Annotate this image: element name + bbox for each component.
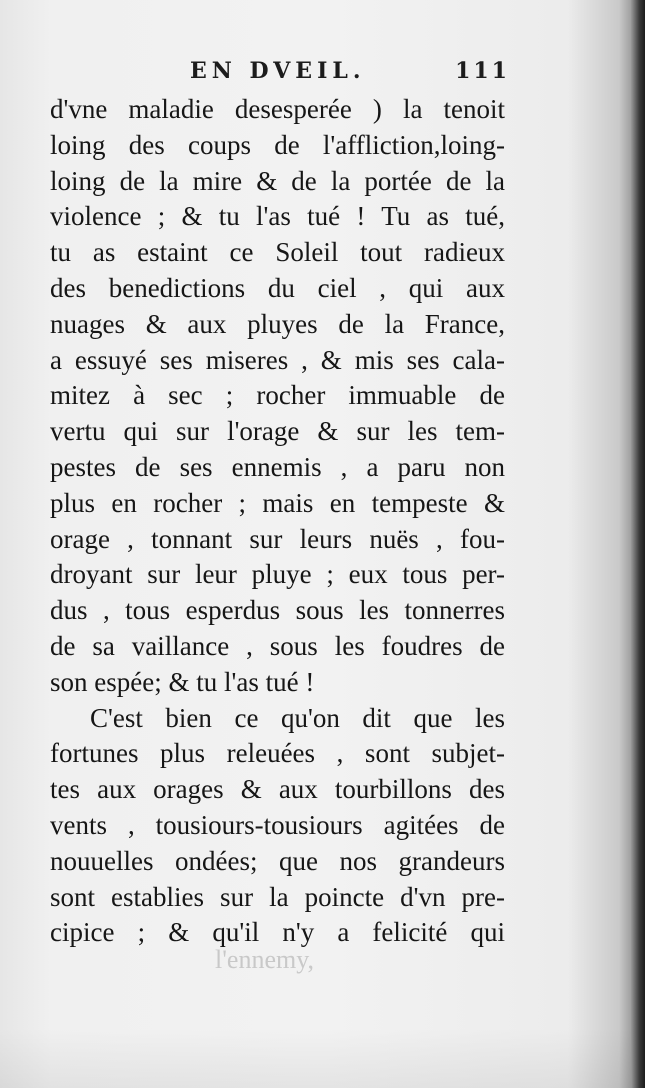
text-line: nuages & aux pluyes de la France, bbox=[50, 308, 505, 339]
body-text bbox=[50, 92, 505, 951]
text-line: droyant sur leur pluye ; eux tous per- bbox=[50, 559, 505, 590]
paragraph-end-line: son espée; & tu l'as tué ! bbox=[50, 666, 315, 697]
page-gutter-edge bbox=[631, 0, 645, 1088]
paragraph-start-line: C'est bien ce qu'on dit que les bbox=[90, 702, 505, 733]
text-line: vertu qui sur l'orage & sur les tem- bbox=[50, 416, 505, 447]
text-line: pestes de ses ennemis , a paru non bbox=[50, 451, 505, 482]
catchword-bleedthrough: l'ennemy, bbox=[215, 945, 315, 974]
text-line: nouuelles ondées; que nos grandeurs bbox=[50, 845, 505, 876]
text-line: cipice ; & qu'il n'y a felicité qui bbox=[50, 917, 505, 948]
text-line: de sa vaillance , sous les foudres de bbox=[50, 630, 505, 661]
text-line: violence ; & tu l'as tué ! Tu as tué, bbox=[50, 201, 505, 232]
page-shadow bbox=[0, 1028, 645, 1088]
text-line: tu as estaint ce Soleil tout radieux bbox=[50, 237, 505, 268]
text-line: des benedictions du ciel , qui aux bbox=[50, 272, 505, 303]
text-line: sont establies sur la poincte d'vn pre- bbox=[50, 881, 505, 912]
text-line: loing des coups de l'affliction,loing- bbox=[50, 129, 505, 160]
text-line: fortunes plus releuées , sont subjet- bbox=[50, 738, 505, 769]
text-line: orage , tonnant sur leurs nuës , fou- bbox=[50, 523, 505, 554]
text-line: a essuyé ses miseres , & mis ses cala- bbox=[50, 344, 505, 375]
text-line: plus en rocher ; mais en tempeste & bbox=[50, 487, 505, 518]
text-line: loing de la mire & de la portée de la bbox=[50, 165, 505, 196]
text-line: tes aux orages & aux tourbillons des bbox=[50, 774, 505, 805]
page-number: 111 bbox=[455, 58, 510, 84]
text-line: vents , tousiours-tousiours agitées de bbox=[50, 809, 505, 840]
text-line: d'vne maladie desesperée ) la tenoit bbox=[50, 94, 505, 124]
page-header bbox=[180, 58, 510, 92]
text-line: dus , tous esperdus sous les tonnerres bbox=[50, 595, 505, 626]
text-line: mitez à sec ; rocher immuable de bbox=[50, 380, 505, 411]
running-title: EN DVEIL. bbox=[190, 58, 366, 84]
